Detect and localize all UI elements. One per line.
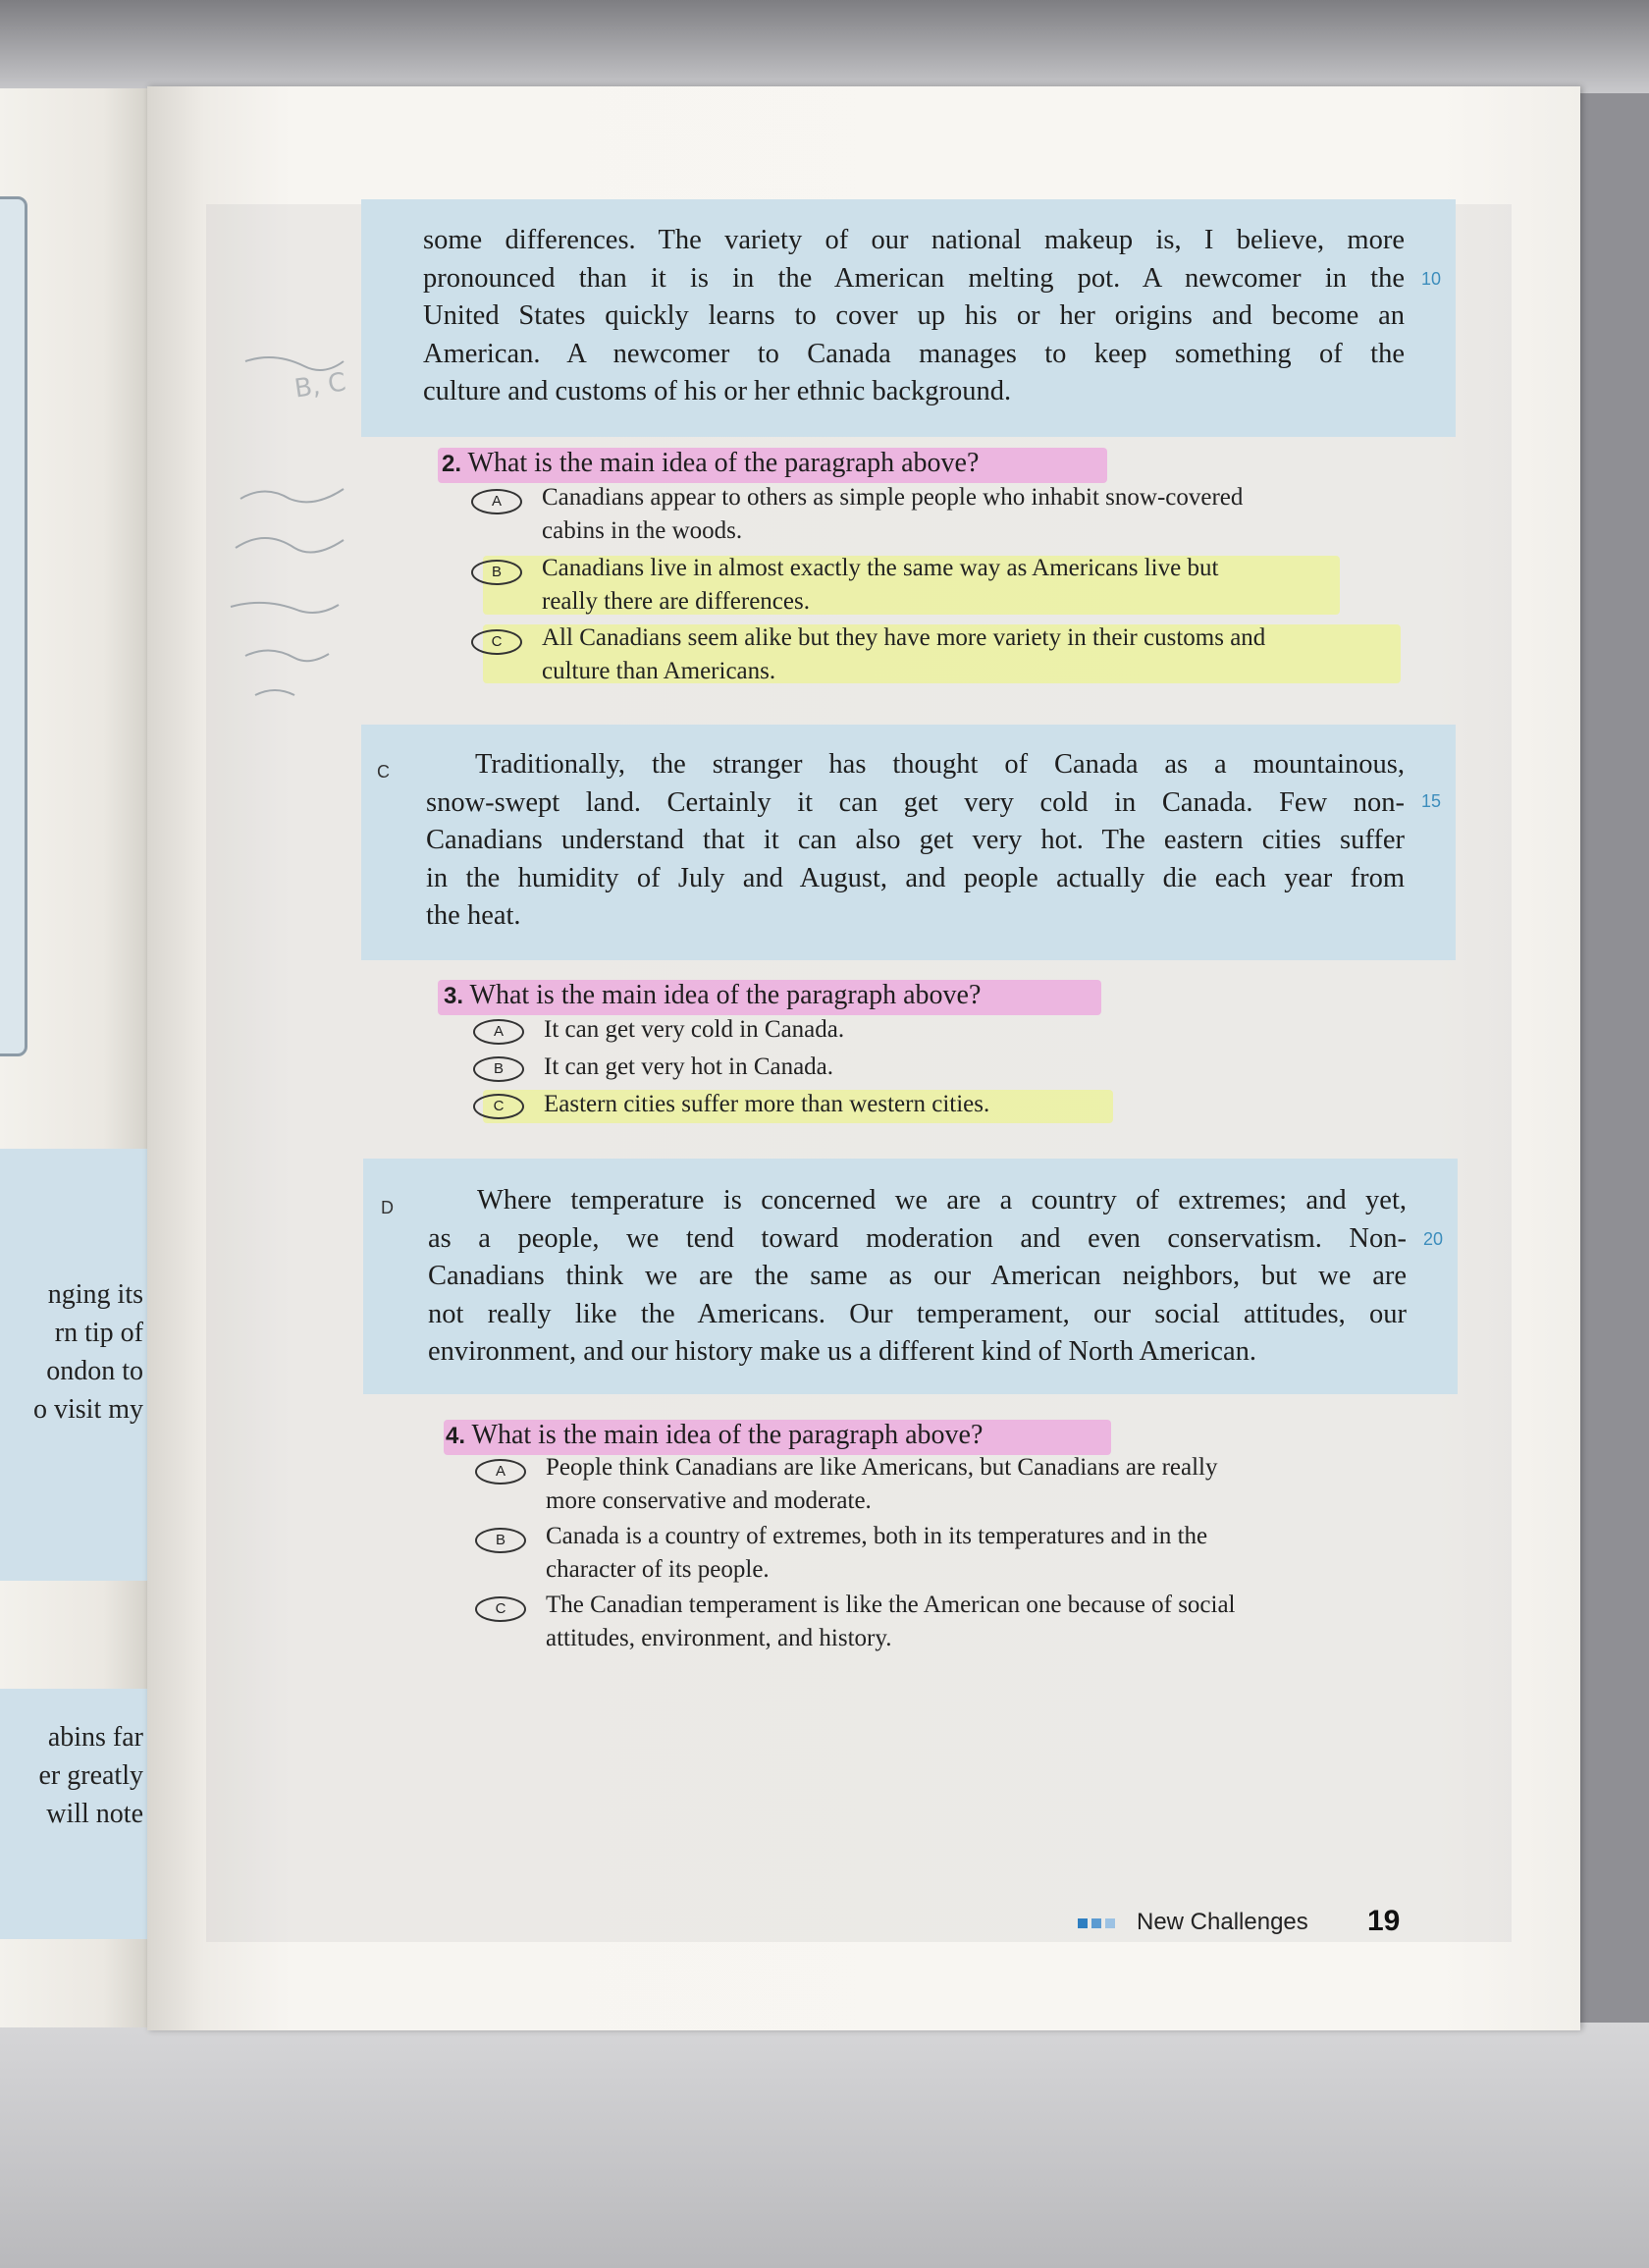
option-letter-oval: B <box>473 1056 524 1082</box>
option-text <box>542 481 1243 548</box>
option-line: All Canadians seem alike but they have more variety in their customs and <box>542 624 1266 651</box>
option-line: People think Canadians are like Americans, but Canadians are really <box>546 1454 1218 1481</box>
left-page-tab <box>0 196 27 1056</box>
passage-line: environment, and our history make us a different kind of North American. <box>428 1336 1256 1367</box>
left-page-line: er greatly <box>38 1760 143 1791</box>
option-4a[interactable] <box>475 1451 1457 1520</box>
question-4 <box>446 1420 983 1451</box>
passage-line: Canadians think we are the same as our American neighbors, but we are <box>428 1261 1407 1291</box>
option-3a[interactable] <box>473 1013 1356 1049</box>
option-text <box>546 1589 1236 1655</box>
section-letter-c: C <box>377 762 390 782</box>
left-page-text-lower <box>39 1718 144 1833</box>
passage-c-text <box>426 746 1405 936</box>
option-text <box>546 1451 1218 1518</box>
passage-line: culture and customs of his or her ethnic background. <box>423 376 1012 406</box>
footer-square <box>1091 1918 1101 1928</box>
textbook-page <box>147 86 1580 2030</box>
passage-line: the heat. <box>426 900 521 931</box>
question-3 <box>444 980 981 1011</box>
option-line: really there are differences. <box>542 588 810 615</box>
footer-squares-icon <box>1078 1918 1119 1928</box>
option-3c[interactable] <box>473 1088 1356 1123</box>
option-2a[interactable] <box>471 481 1453 550</box>
scanner-top-shadow <box>0 0 1649 93</box>
passage-line: some differences. The variety of our national makeup is, I believe, more <box>423 225 1405 255</box>
option-text <box>546 1520 1207 1587</box>
option-letter-oval: A <box>473 1019 524 1045</box>
option-line: cabins in the woods. <box>542 517 743 544</box>
passage-line: Traditionally, the stranger has thought of Canada as a mountainous, <box>475 749 1405 780</box>
line-number-20: 20 <box>1423 1229 1444 1249</box>
option-letter-oval: C <box>471 629 522 655</box>
passage-b-text <box>423 222 1405 411</box>
option-line: It can get very cold in Canada. <box>544 1016 845 1043</box>
page-number: 19 <box>1367 1905 1401 1937</box>
passage-line: pronounced than it is in the American melting pot. A newcomer in the <box>423 262 1405 294</box>
left-page-text-upper <box>33 1275 143 1429</box>
option-letter-oval: A <box>471 489 522 514</box>
option-4b[interactable] <box>475 1520 1457 1589</box>
option-line: attitudes, environment, and history. <box>546 1625 892 1651</box>
question-number: 2. <box>442 451 462 477</box>
passage-line: as a people, we tend toward moderation and even conservatism. Non- <box>428 1222 1407 1254</box>
left-page-line: o visit my <box>32 1394 143 1425</box>
passage-line: Canadians understand that it can also get very hot. The eastern cities suffer <box>426 825 1405 855</box>
option-letter-oval: B <box>471 560 522 585</box>
option-3b[interactable] <box>473 1051 1356 1086</box>
passage-line: Where temperature is concerned we are a country of extremes; and yet, <box>477 1185 1407 1215</box>
left-page-line: will note <box>46 1799 143 1829</box>
option-line: The Canadian temperament is like the American one because of social <box>546 1592 1236 1618</box>
passage-d-text <box>428 1182 1407 1372</box>
passage-line: American. A newcomer to Canada manages to keep something of the <box>423 338 1405 369</box>
scanner-bottom-area <box>0 2023 1649 2268</box>
passage-line: United States quickly learns to cover up his or her origins and become an <box>423 300 1405 331</box>
option-line: culture than Americans. <box>542 658 776 684</box>
handwritten-note: B, C <box>293 367 348 405</box>
option-letter-oval: A <box>475 1459 526 1485</box>
line-number-15: 15 <box>1421 791 1442 811</box>
option-line: It can get very hot in Canada. <box>544 1053 834 1080</box>
option-text <box>542 621 1265 688</box>
left-facing-page <box>0 88 147 2027</box>
section-letter-d: D <box>381 1198 394 1217</box>
passage-line: in the humidity of July and August, and people actually die each year from <box>426 862 1405 893</box>
left-page-line: ondon to <box>46 1356 143 1386</box>
option-line: Canadians live in almost exactly the same way as Americans live but <box>542 555 1219 581</box>
passage-line: not really like the Americans. Our temperament, our social attitudes, our <box>428 1298 1407 1329</box>
footer-square <box>1105 1918 1115 1928</box>
option-line: more conservative and moderate. <box>546 1487 872 1514</box>
footer-book-title: New Challenges <box>1137 1909 1308 1935</box>
option-2b[interactable] <box>471 552 1453 621</box>
option-2c[interactable] <box>471 621 1453 690</box>
question-text: What is the main idea of the paragraph above? <box>469 980 982 1010</box>
left-page-line: nging its <box>47 1279 143 1310</box>
option-4c[interactable] <box>475 1589 1457 1657</box>
option-letter-oval: C <box>475 1596 526 1622</box>
option-letter-oval: C <box>473 1094 524 1119</box>
option-line: character of its people. <box>546 1556 770 1583</box>
left-page-line: rn tip of <box>54 1318 143 1348</box>
question-text: What is the main idea of the paragraph above? <box>471 1420 984 1450</box>
question-number: 3. <box>444 983 464 1009</box>
line-number-10: 10 <box>1421 269 1442 289</box>
question-2 <box>442 448 979 479</box>
handwritten-scribbles-icon <box>186 322 353 715</box>
option-line: Eastern cities suffer more than western cities. <box>544 1091 990 1117</box>
question-number: 4. <box>446 1423 466 1449</box>
question-text: What is the main idea of the paragraph above? <box>467 448 980 478</box>
passage-line: snow-swept land. Certainly it can get very cold in Canada. Few non- <box>426 786 1405 818</box>
footer-square <box>1078 1918 1088 1928</box>
option-line: Canada is a country of extremes, both in its temperatures and in the <box>546 1523 1208 1549</box>
left-page-line: abins far <box>47 1722 143 1753</box>
option-text <box>542 552 1218 619</box>
option-letter-oval: B <box>475 1528 526 1553</box>
option-line: Canadians appear to others as simple people who inhabit snow-covered <box>542 484 1244 511</box>
